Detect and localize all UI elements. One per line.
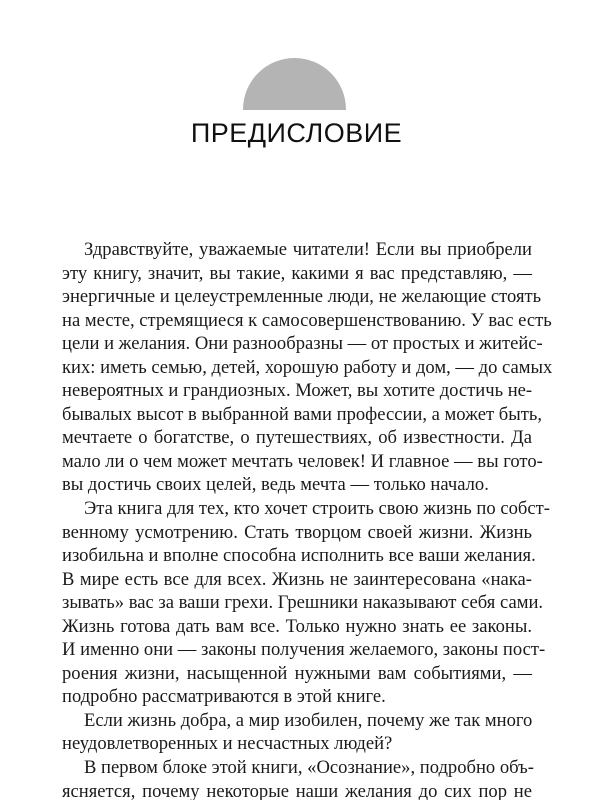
text-line: Здравствуйте, уважаемые читатели! Если вы приобрели [84,239,532,260]
text-line: энергичные и целеустремленные люди, не желающие стоять [62,286,542,308]
text-line: В мире есть все для всех. Жизнь не заинтересована «нака- [62,568,532,590]
text-line: изобильна и вполне способна исполнить все ваши желания. [62,545,536,567]
text-line: бывалых высот в выбранной вами профессии, а может быть, [62,403,542,425]
text-line: мечтаете о богатстве, о путешествиях, об известности. Да [62,427,532,449]
text-line: мало ли о чем может мечтать человек! И главное — вы гото- [62,450,543,472]
text-line: венному усмотрению. Стать творцом своей жизни. Жизнь [62,521,532,543]
text-line: Если жизнь добра, а мир изобилен, почему же так много [84,709,533,731]
text-line: ясняется, почему некоторые наши желания до сих пор не [62,780,532,800]
text-line: ких: иметь семью, детей, хорошую работу и дом, — до самых [62,356,553,378]
text-line: В первом блоке этой книги, «Осознание», подробно объ- [84,757,534,779]
text-line: невероятных и грандиозных. Может, вы хотите достичь не- [62,380,533,402]
chapter-title: ПРЕДИСЛОВИЕ [190,118,403,148]
text-line: Эта книга для тех, кто хочет строить свою жизнь по собст- [84,498,550,520]
text-line: вы достичь своих целей, ведь мечта — только начало. [62,474,489,496]
text-line: подробно рассматриваются в этой книге. [62,686,386,708]
text-line: неудовлетворенных и несчастных людей? [62,733,393,755]
body-text [62,238,553,800]
text-line: эту книгу, значит, вы такие, какими я вас представляю, — [62,262,532,284]
text-line: роения жизни, насыщенной нужными вам событиями, — [62,662,532,684]
text-line: на месте, стремящиеся к самосовершенствованию. У вас есть [62,309,552,331]
text-line: цели и желания. Они разнообразны — от простых и житейс- [62,333,543,355]
text-line: зывать» вас за ваши грехи. Грешники наказывают себя сами. [62,592,544,614]
text-line: И именно они — законы получения желаемого, законы пост- [62,639,546,661]
text-line: Жизнь готова дать вам все. Только нужно знать ее законы. [62,615,532,637]
